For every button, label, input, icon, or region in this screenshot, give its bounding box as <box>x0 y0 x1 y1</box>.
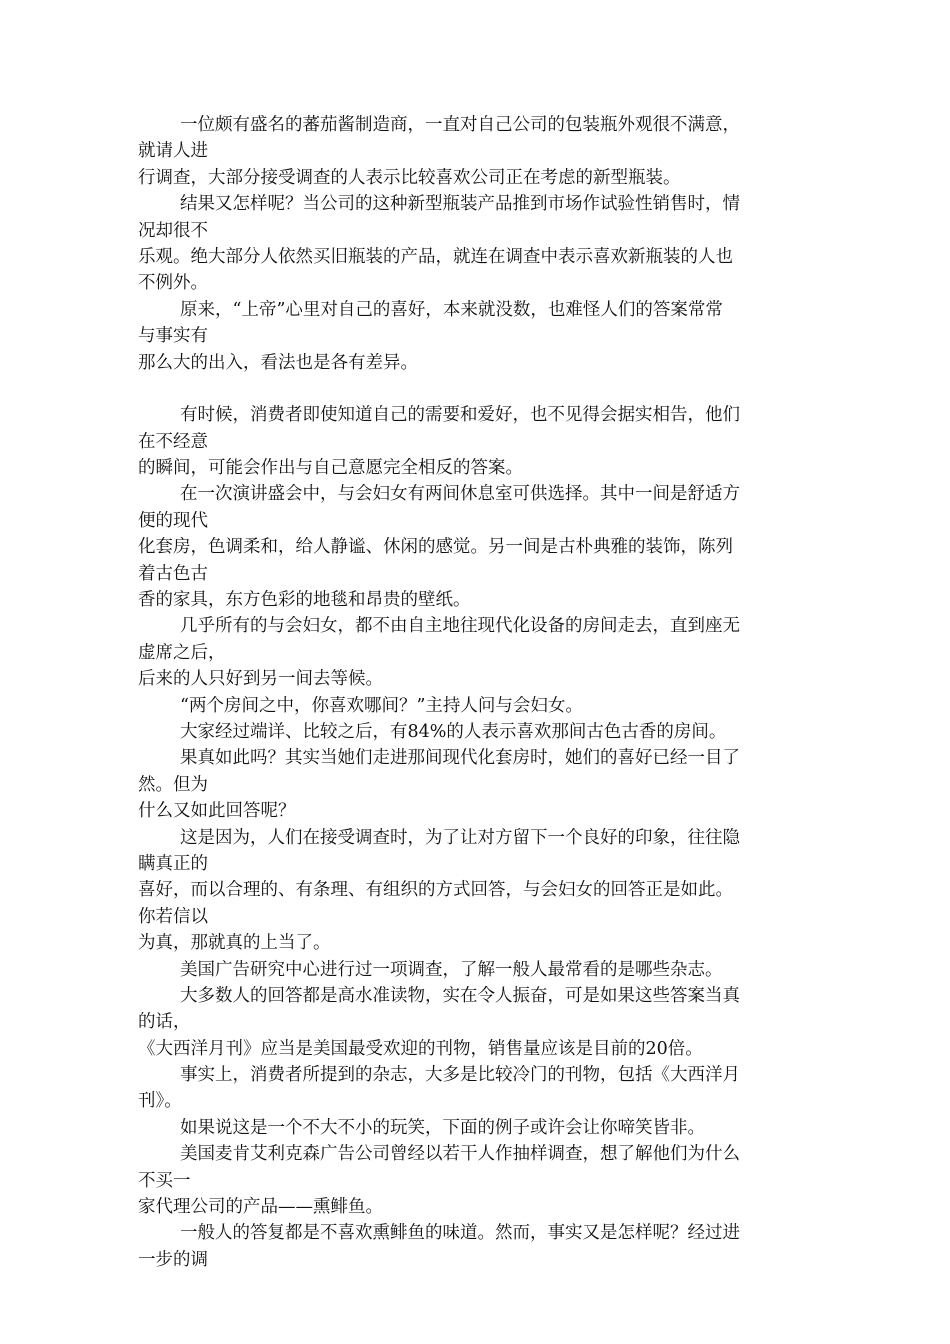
text-line: 一位颇有盛名的蕃茄酱制造商，一直对自己公司的包装瓶外观很不满意， <box>180 115 740 135</box>
text-line: 香的家具，东方色彩的地毯和昂贵的壁纸。 <box>138 590 471 611</box>
text-line: 虚席之后， <box>138 642 226 663</box>
text-line: 喜好，而以合理的、有条理、有组织的方式回答，与会妇女的回答正是如此。 <box>138 880 733 901</box>
text-line: 不例外。 <box>138 273 208 294</box>
text-line: 几乎所有的与会妇女，都不由自主地往现代化设备的房间走去，直到座无 <box>180 616 740 637</box>
blank-line <box>138 376 798 402</box>
text-line: 原来，“上帝”心里对自己的喜好，本来就没数，也难怪人们的答案常常 <box>180 299 723 320</box>
text-line: 的瞬间，可能会作出与自己意愿完全相反的答案。 <box>138 458 523 479</box>
text-line: 果真如此吗？其实当她们走进那间现代化套房时，她们的喜好已经一目了 <box>180 748 740 769</box>
text-line: 一步的调 <box>138 1249 208 1270</box>
text-line: 行调查，大部分接受调查的人表示比较喜欢公司正在考虑的新型瓶装。 <box>138 167 681 188</box>
text-line: 大多数人的回答都是高水准读物，实在令人振奋，可是如果这些答案当真 <box>180 985 740 1006</box>
text-line: 然。但为 <box>138 774 208 795</box>
text-line: 瞒真正的 <box>138 853 208 874</box>
text-line: 有时候，消费者即使知道自己的需要和爱好，也不见得会据实相告，他们 <box>180 405 740 426</box>
text-line: 就请人进 <box>138 141 208 162</box>
text-line: 化套房，色调柔和，给人静谧、休闲的感觉。另一间是古朴典雅的装饰，陈列 <box>138 537 733 558</box>
text-line: 美国麦肯艾利克森广告公司曾经以若干人作抽样调查，想了解他们为什么 <box>180 1144 740 1165</box>
text-line: 《大西洋月刊》应当是美国最受欢迎的刊物，销售量应该是目前的20倍。 <box>138 1038 703 1059</box>
text-line: 在不经意 <box>138 431 208 452</box>
document-body <box>138 112 798 1273</box>
text-line: 一般人的答复都是不喜欢熏鲱鱼的味道。然而，事实又是怎样呢？经过进 <box>180 1223 740 1244</box>
text-line: 况却很不 <box>138 220 208 241</box>
text-line: 不买一 <box>138 1170 191 1191</box>
text-line: 刊》。 <box>138 1091 182 1112</box>
text-line: 你若信以 <box>138 906 208 927</box>
text-line: 结果又怎样呢？当公司的这种新型瓶装产品推到市场作试验性销售时，情 <box>180 194 740 215</box>
text-line: 家代理公司的产品——熏鲱鱼。 <box>138 1197 383 1218</box>
text-line: 着古色古 <box>138 563 208 584</box>
text-line: 后来的人只好到另一间去等候。 <box>138 669 383 690</box>
text-line: 的话， <box>138 1012 191 1033</box>
text-line: 为真，那就真的上当了。 <box>138 933 331 954</box>
text-line: 与事实有 <box>138 326 208 347</box>
text-line: 如果说这是一个不大不小的玩笑，下面的例子或许会让你啼笑皆非。 <box>180 1117 705 1138</box>
text-line: 事实上，消费者所提到的杂志，大多是比较冷门的刊物，包括《大西洋月 <box>180 1065 740 1086</box>
text-line: 在一次演讲盛会中，与会妇女有两间休息室可供选择。其中一间是舒适方 <box>180 484 740 505</box>
text-line: 那么大的出入，看法也是各有差异。 <box>138 352 418 373</box>
text-line: 乐观。绝大部分人依然买旧瓶装的产品，就连在调查中表示喜欢新瓶装的人也 <box>138 246 733 267</box>
text-line: 这是因为，人们在接受调查时，为了让对方留下一个良好的印象，往往隐 <box>180 827 740 848</box>
text-line: 便的现代 <box>138 510 208 531</box>
text-line: 美国广告研究中心进行过一项调查，了解一般人最常看的是哪些杂志。 <box>180 959 723 980</box>
text-line: 什么又如此回答呢？ <box>138 801 296 822</box>
text-line: “两个房间之中，你喜欢哪间？”主持人问与会妇女。 <box>180 695 583 716</box>
text-line: 大家经过端详、比较之后，有84%的人表示喜欢那间古色古香的房间。 <box>180 721 727 742</box>
